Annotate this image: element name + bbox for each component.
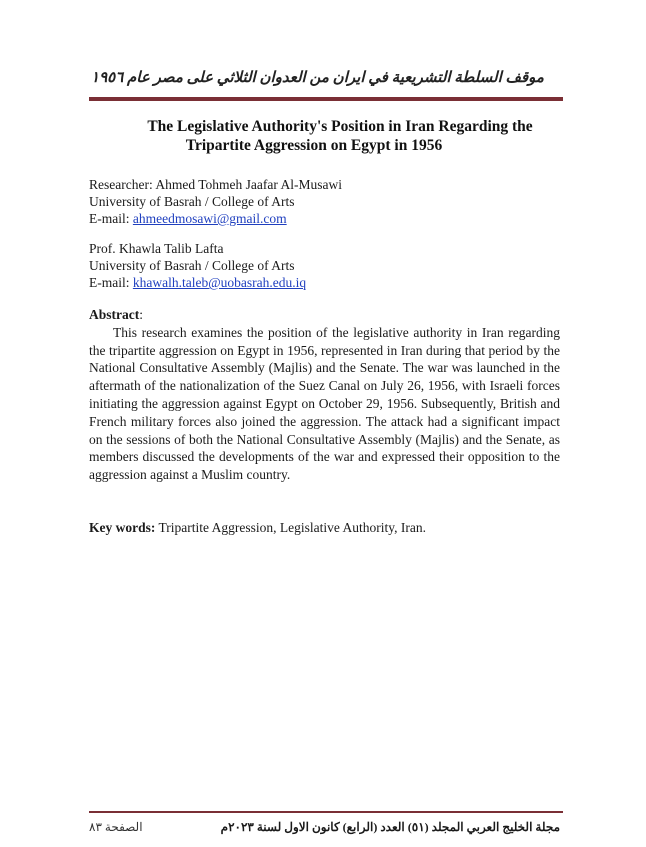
author-1-email-link[interactable]: ahmeedmosawi@gmail.com — [132, 211, 287, 226]
email-label: E-mail: — [89, 275, 133, 290]
author-1-name: Researcher: Ahmed Tohmeh Jaafar Al-Musawi — [89, 177, 342, 192]
author-2-email-line — [89, 274, 306, 291]
abstract-section — [89, 306, 560, 484]
paper-title — [100, 117, 580, 155]
email-label: E-mail: — [89, 211, 133, 226]
author-1-block — [89, 176, 342, 227]
abstract-body: This research examines the position of the legislative authority in Iran regarding the tripartite aggression on Egypt in 1956, represented in Iran during that period by the National Consultative Assembly (Majlis) and the Senate. The war was launched in the aftermath of the nationalization of the Suez Canal on July 26, 1956, with Israeli forces initiating the aggression against Egypt on October 29, 1956. Subsequently, British and French military forces also joined the aggression. The attack had a significant impact on the sessions of both the National Consultative Assembly (Majlis) and the Senate, as members discussed the developments of the war and expressed their opposition to the aggression against a Muslim country. — [89, 324, 560, 483]
author-1-affiliation: University of Basrah / College of Arts — [89, 194, 295, 209]
abstract-colon: : — [139, 307, 144, 322]
title-line-2: Tripartite Aggression on Egypt in 1956 — [185, 137, 443, 154]
footer-journal: مجلة الخليج العربي المجلد (٥١) العدد (الرابع) كانون الاول لسنة ٢٠٢٣م — [220, 820, 560, 834]
author-2-name: Prof. Khawla Talib Lafta — [89, 241, 224, 256]
footer-page-number: الصفحة ٨٣ — [89, 820, 143, 834]
abstract-heading-line — [89, 306, 560, 324]
keywords-line — [89, 520, 426, 536]
author-2-email-link[interactable]: khawalh.taleb@uobasrah.edu.iq — [132, 275, 307, 290]
title-line-1: The Legislative Authority's Position in Iran Regarding the — [147, 118, 533, 135]
running-header: موقف السلطة التشريعية في ايران من العدوان الثلاثي على مصر عام ١٩٥٦ — [91, 70, 544, 86]
author-1-email-line — [89, 210, 342, 227]
header-divider — [89, 97, 563, 101]
author-2-block — [89, 240, 306, 291]
author-2-affiliation: University of Basrah / College of Arts — [89, 258, 295, 273]
abstract-heading: Abstract — [89, 307, 140, 322]
keywords-text: Tripartite Aggression, Legislative Authority, Iran. — [155, 520, 426, 535]
footer-divider — [89, 811, 563, 813]
keywords-label: Key words: — [89, 520, 156, 535]
